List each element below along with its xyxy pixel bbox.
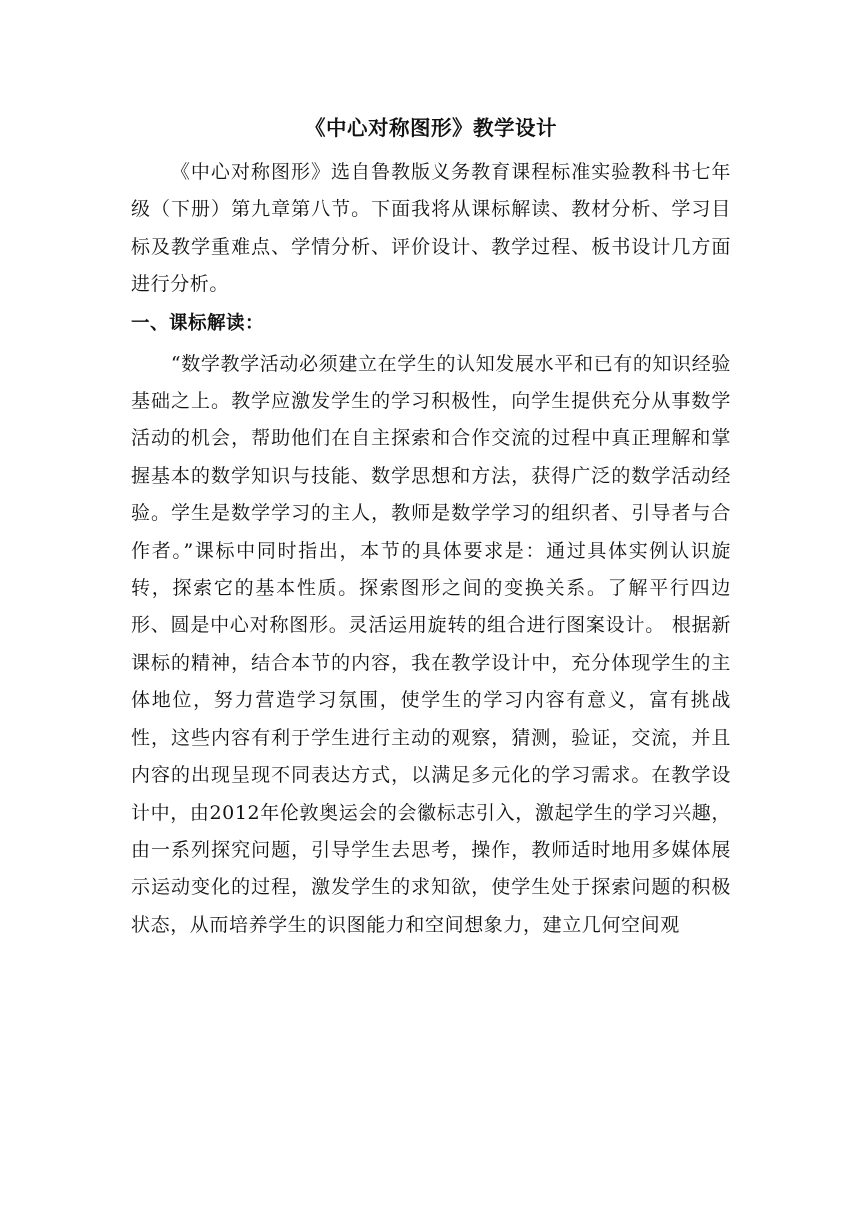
document-content (131, 108, 731, 944)
curriculum-paragraph: “数学教学活动必须建立在学生的认知发展水平和已有的知识经验基础之上。教学应激发学生的学习积极性，向学生提供充分从事数学活动的机会，帮助他们在自主探索和合作交流的过程中真正理解和掌握基本的数学知识与技能、数学思想和方法，获得广泛的数学活动经验。学生是数学学习的主人，教师是数学学习的组织者、引导者与合作者。”课标中同时指出，本节的具体要求是：通过具体实例认识旋转，探索它的基本性质。探索图形之间的变换关系。了解平行四边形、圆是中心对称图形。灵活运用旋转的组合进行图案设计。 根据新课标的精神，结合本节的内容，我在教学设计中，充分体现学生的主体地位，努力营造学习氛围，使学生的学习内容有意义，富有挑战性，这些内容有利于学生进行主动的观察，猜测，验证，交流，并且内容的出现呈现不同表达方式，以满足多元化的学习需求。在教学设计中，由2012年伦敦奥运会的会徽标志引入，激起学生的学习兴趣，由一系列探究问题，引导学生去思考，操作，教师适时地用多媒体展示运动变化的过程，激发学生的求知欲，使学生处于探索问题的积极状态，从而培养学生的识图能力和空间想象力，建立几何空间观 (131, 352, 731, 936)
document-title: 《中心对称图形》教学设计 (305, 116, 557, 140)
intro-paragraph: 《中心对称图形》选自鲁教版义务教育课程标准实验教科书七年级（下册）第九章第八节。下面我将从课标解读、教材分析、学习目标及教学重难点、学情分析、评价设计、教学过程、板书设计几方面进行分析。 (131, 161, 731, 296)
section-heading-curriculum: 一、课标解读： (131, 312, 265, 334)
